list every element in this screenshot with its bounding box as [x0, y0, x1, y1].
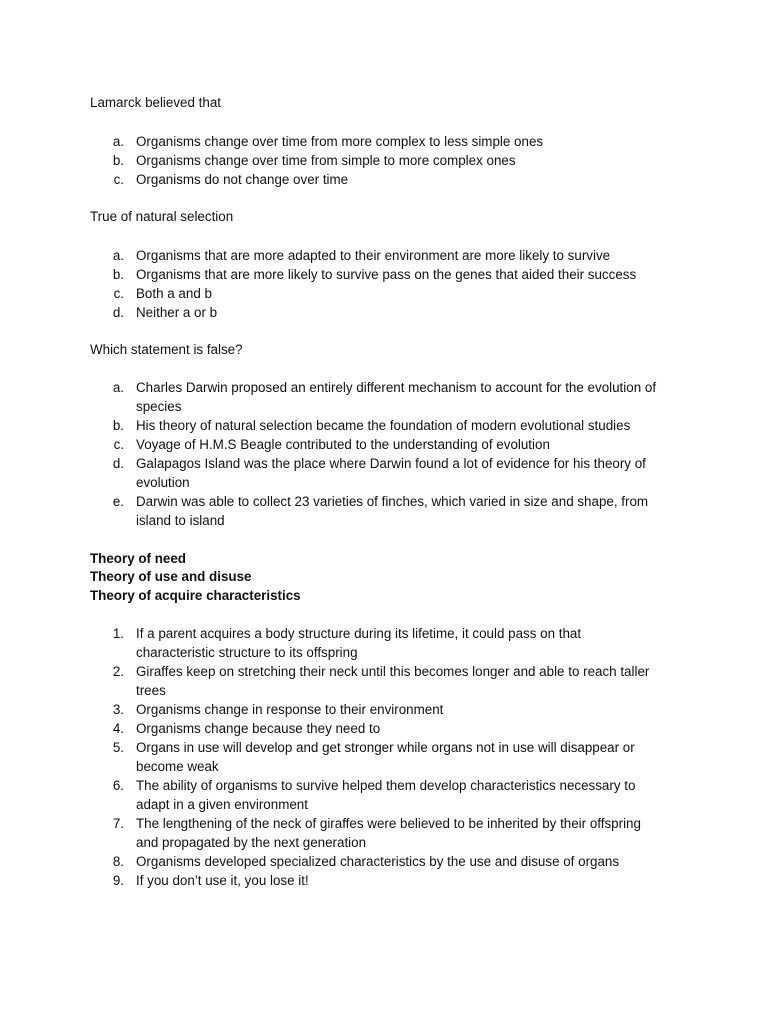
statement-text-line: Giraffes keep on stretching their neck until this becomes longer and able to reach taller [136, 664, 650, 679]
option-text: Organisms that are more adapted to their environment are more likely to survive [136, 248, 611, 263]
statement-text-line: If a parent acquires a body structure during its lifetime, it could pass on that [136, 626, 582, 641]
option-text: Organisms change over time from simple to more complex ones [136, 153, 516, 168]
statement-number: 7. [112, 816, 124, 831]
statement-number: 3. [112, 702, 124, 717]
option-text-line: Charles Darwin proposed an entirely different mechanism to account for the evolution of [136, 380, 657, 395]
option-marker: d. [112, 305, 124, 320]
statement-text-line: Organs in use will develop and get stronger while organs not in use will disappear or [136, 740, 635, 755]
option-marker: d. [112, 456, 124, 471]
question-1-prompt: Lamarck believed that [90, 95, 222, 110]
question-2-prompt: True of natural selection [90, 209, 234, 224]
option-marker: c. [113, 172, 124, 187]
option-text: His theory of natural selection became the foundation of modern evolutional studies [136, 418, 631, 433]
statement-text-line: characteristic structure to its offspring [136, 645, 358, 660]
statement-text-line: adapt in a given environment [136, 797, 308, 812]
statement-number: 6. [112, 778, 124, 793]
statement-number: 4. [112, 721, 124, 736]
statement-text-line: become weak [136, 759, 219, 774]
theory-heading-use-disuse: Theory of use and disuse [90, 569, 252, 584]
option-text-line: species [136, 399, 182, 414]
statement-text-line: The ability of organisms to survive helped them develop characteristics necessary to [136, 778, 636, 793]
statement-text [136, 738, 696, 776]
statement-number: 2. [112, 664, 124, 679]
option-marker: a. [112, 248, 124, 263]
statement-text: Organisms change in response to their environment [136, 702, 444, 717]
option-marker: c. [113, 437, 124, 452]
option-text-line: Galapagos Island was the place where Darwin found a lot of evidence for his theory of [136, 456, 646, 471]
statement-text [136, 662, 696, 700]
option-text: Organisms do not change over time [136, 172, 349, 187]
statement-text: If you don’t use it, you lose it! [136, 873, 309, 888]
option-marker: e. [112, 494, 124, 509]
option-marker: a. [112, 134, 124, 149]
statement-text-line: The lengthening of the neck of giraffes were believed to be inherited by their offspring [136, 816, 641, 831]
theory-heading-need: Theory of need [90, 551, 186, 566]
option-text: Voyage of H.M.S Beagle contributed to the understanding of evolution [136, 437, 550, 452]
statement-number: 9. [112, 873, 124, 888]
statement-text [136, 776, 696, 814]
statement-text-line: and propagated by the next generation [136, 835, 367, 850]
option-text: Neither a or b [136, 305, 218, 320]
option-marker: a. [112, 380, 124, 395]
option-text [136, 492, 696, 530]
theory-heading-acquired: Theory of acquire characteristics [90, 588, 301, 603]
option-text: Organisms that are more likely to survive pass on the genes that aided their success [136, 267, 637, 282]
option-text: Both a and b [136, 286, 212, 301]
option-text [136, 378, 696, 416]
option-marker: b. [112, 267, 124, 282]
option-text [136, 454, 696, 492]
option-text-line: Darwin was able to collect 23 varieties of finches, which varied in size and shape, from [136, 494, 649, 509]
option-text: Organisms change over time from more complex to less simple ones [136, 134, 544, 149]
question-3-prompt: Which statement is false? [90, 342, 243, 357]
statement-text: Organisms developed specialized characteristics by the use and disuse of organs [136, 854, 620, 869]
statement-text: Organisms change because they need to [136, 721, 381, 736]
option-marker: c. [113, 286, 124, 301]
statement-text [136, 624, 696, 662]
statement-number: 5. [112, 740, 124, 755]
statement-number: 8. [112, 854, 124, 869]
statement-text-line: trees [136, 683, 166, 698]
option-marker: b. [112, 418, 124, 433]
statement-number: 1. [112, 626, 124, 641]
option-text-line: island to island [136, 513, 225, 528]
option-marker: b. [112, 153, 124, 168]
statement-text [136, 814, 696, 852]
option-text-line: evolution [136, 475, 190, 490]
